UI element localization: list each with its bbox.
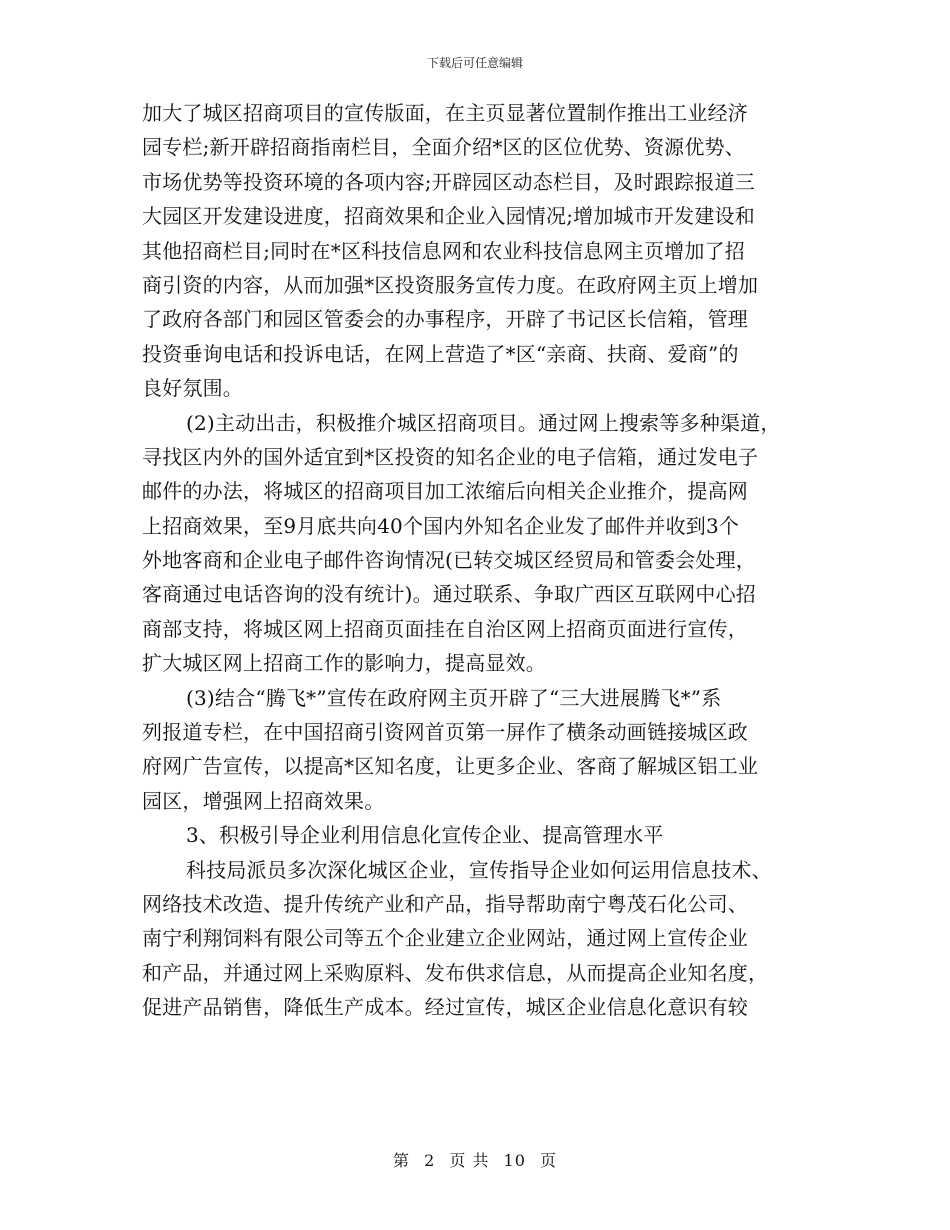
text-line: 良好氛围。 [142, 376, 243, 401]
footer-suffix: 页 [540, 1151, 558, 1170]
document-body [142, 96, 822, 1025]
page-footer [0, 1148, 950, 1171]
footer-prefix: 第 [392, 1151, 410, 1170]
text-line: 市场优势等投资环境的各项内容;开辟园区动态栏目，及时跟踪报道三 [142, 169, 755, 194]
text-line: (3)结合“腾飞*”宣传在政府网主页开辟了“三大进展腾飞*”系 [186, 685, 722, 710]
text-line: 促进产品销售，降低生产成本。经过宣传，城区企业信息化意识有较 [142, 995, 748, 1020]
text-line: 列报道专栏，在中国招商引资网首页第一屏作了横条动画链接城区政 [142, 720, 748, 745]
text-line: 商引资的内容，从而加强*区投资服务宣传力度。在政府网主页上增加 [142, 272, 759, 297]
text-line: 投资垂询电话和投诉电话，在网上营造了*区“亲商、扶商、爱商”的 [142, 341, 739, 366]
text-line: 了政府各部门和园区管委会的办事程序，开辟了书记区长信箱，管理 [142, 307, 748, 332]
footer-middle: 页 共 [449, 1151, 490, 1170]
footer-total-pages: 10 [503, 1151, 526, 1170]
text-line: 外地客商和企业电子邮件咨询情况(已转交城区经贸局和管委会处理， [142, 548, 757, 573]
text-line: 上招商效果，至9月底共向40个国内外知名企业发了邮件并收到3个 [142, 513, 740, 538]
text-line: 大园区开发建设进度，招商效果和企业入园情况;增加城市开发建设和 [142, 204, 755, 229]
text-line: 邮件的办法，将城区的招商项目加工浓缩后向相关企业推介，提高网 [142, 479, 748, 504]
text-line: 和产品，并通过网上采购原料、发布供求信息，从而提高企业知名度， [142, 960, 769, 985]
text-line: 商部支持，将城区网上招商页面挂在自治区网上招商页面进行宣传， [142, 616, 748, 641]
text-line: 寻找区内外的国外适宜到*区投资的知名企业的电子信箱，通过发电子 [142, 444, 759, 469]
footer-current-page: 2 [424, 1151, 436, 1170]
text-line: 网络技术改造、提升传统产业和产品，指导帮助南宁粤茂石化公司、 [142, 891, 748, 916]
text-line: 扩大城区网上招商工作的影响力，提高显效。 [142, 651, 546, 676]
text-line: 加大了城区招商项目的宣传版面，在主页显著位置制作推出工业经济 [142, 101, 748, 125]
text-line: 客商通过电话咨询的没有统计)。通过联系、争取广西区互联网中心招 [142, 582, 757, 607]
text-line: (2)主动出击，积极推介城区招商项目。通过网上搜索等多种渠道， [186, 410, 781, 435]
text-line: 府网广告宣传，以提高*区知名度，让更多企业、客商了解城区铝工业 [142, 754, 759, 779]
text-line: 园区，增强网上招商效果。 [142, 788, 385, 813]
text-line: 其他招商栏目;同时在*区科技信息网和农业科技信息网主页增加了招 [142, 238, 745, 263]
page-header: 下载后可任意编辑 [426, 56, 523, 70]
text-line: 园专栏;新开辟招商指南栏目，全面介绍*区的区位优势、资源优势、 [142, 135, 745, 160]
text-line: 科技局派员多次深化城区企业，宣传指导企业如何运用信息技术、 [186, 857, 772, 882]
text-line: 南宁利翔饲料有限公司等五个企业建立企业网站，通过网上宣传企业 [142, 926, 748, 951]
text-line: 3、积极引导企业利用信息化宣传企业、提高管理水平 [186, 823, 664, 848]
